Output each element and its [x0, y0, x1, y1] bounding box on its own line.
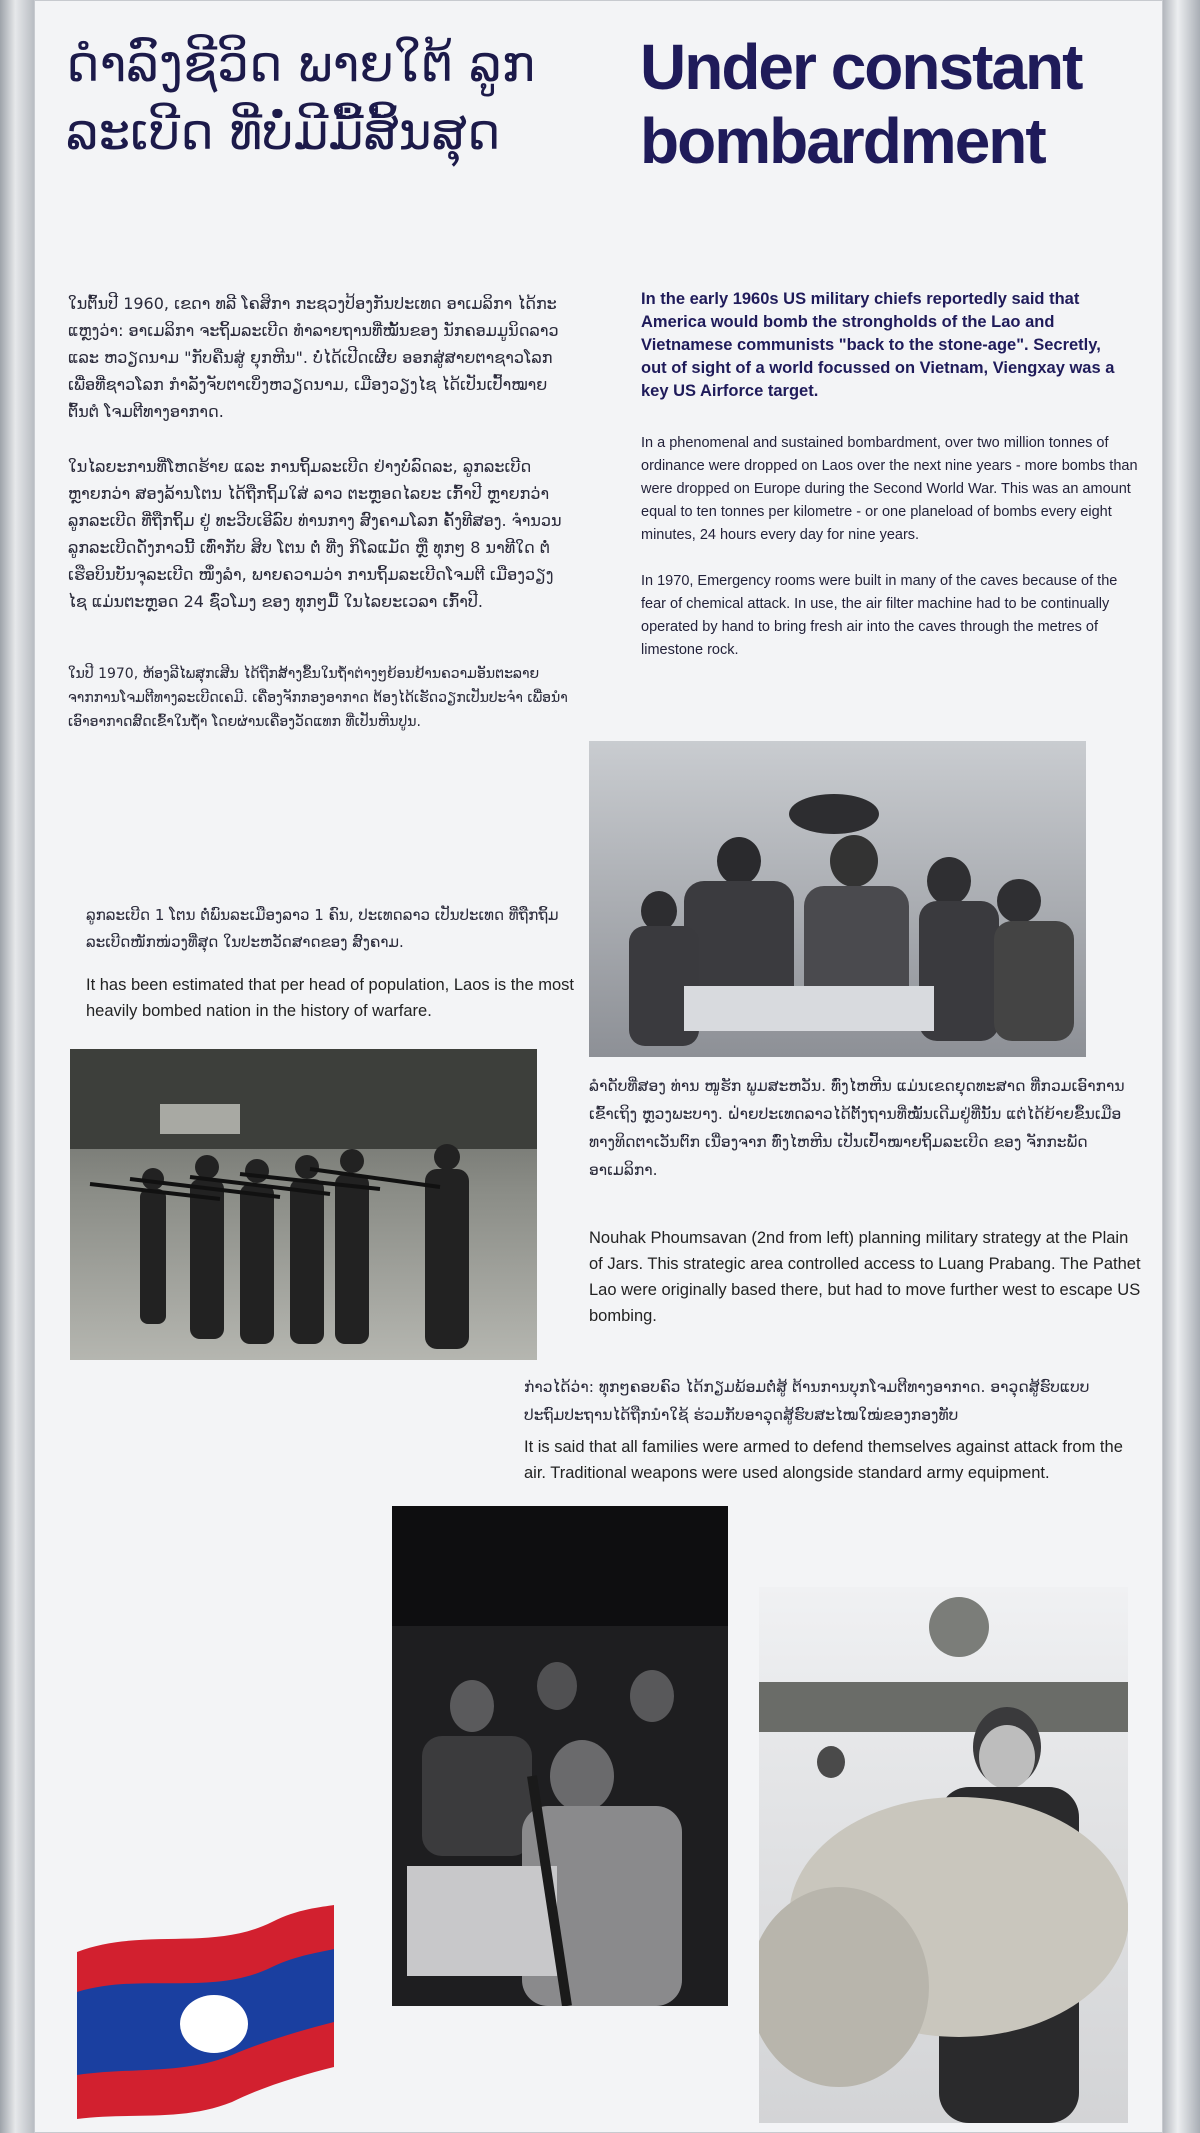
nouhak-caption-lao: ລຳດັບທີ່ສອງ ທ່ານ ໜູຮັກ ພູມສະຫວັນ. ທົ່ງໄຫຫີນ ແມ່ນເຂດຍຸດທະສາດ ທີ່ກວມເອົາການເຂົ້າເຖິງ ຫຼວງພະບາງ. ຝ່າຍປະເທດລາວໄດ້ຕັ້ງຖານທີ່ໝັ້ນເດີມຢູ່ທີ່ນັ້ນ ແຕ່ໄດ້ຍ້າຍຂຶ້ນເມືອ ທາງທິດຕາເວັນຕົກ ເນື່ອງຈາກ ທົ່ງໄຫຫີນ ເປັນເປົ້າໝາຍຖິ້ມລະເບີດ ຂອງ ຈັກກະພັດອາເມລິກາ.: [589, 1077, 1125, 1179]
lao-paragraph-3: ໃນປີ 1970, ຫ້ອງລີໄພສຸກເສີນ ໄດ້ຖືກສ້າງຂຶ້ນໃນຖ້ຳຕ່າງໆຍ້ອນຢ້ານຄວາມອັນຕະລາຍ ຈາກການໂຈມຕີທາງລະເບີດເຄມີ. ເຄື່ອງຈັກກອງອາກາດ ຕ້ອງໄດ້ເຮັດວຽກເປັນປະຈຳ ເພື່ອນຳເອົາອາກາດສົດເຂົ້າໃນຖ້ຳ ໂດຍຜ່ານເຄື່ອງວັດແທກ ທີ່ເປັນຫີນປູນ.: [68, 666, 568, 730]
lao-paragraph-2: ໃນໄລຍະການທີ່ໂຫດຮ້າຍ ແລະ ການຖິ້ມລະເບີດ ຢ່າງບໍ່ລົດລະ, ລູກລະເບີດ ຫຼາຍກວ່າ ສອງລ້ານໂຕນ ໄດ້ຖືກຖິ້ມໃສ່ ລາວ ຕະຫຼອດໄລຍະ ເກົ້າປີ ຫຼາຍກວ່າລູກລະເບີດ ທີ່ຖືກຖິ້ມ ຢູ່ ທະວີບເອີລົບ ທ່ານກາງ ສົງຄາມໂລກ ຄັ້ງທີສອງ. ຈຳນວນລູກລະເບີດດັ່ງກາວນີ້ ເທົ່າກັບ ສິບ ໂຕນ ຕໍ່ ທີ່ງ ກິໂລແມັດ ຫຼື ທຸກໆ 8 ນາທີໃດ ຕໍ່ ເຮືອບິນບັນຈຸລະເບີດ ໜຶ່ງລຳ, ພາຍຄວາມວ່າ ການຖິ້ມລະເບີດໂຈມຕີ ເມືອງວຽງໄຊ ແມ່ນຕະຫຼອດ 24 ຊົ່ວໂມງ ຂອງ ທຸກໆມື້ ໃນໄລຍະເວລາ ເກົ້າປີ.: [68, 457, 562, 611]
english-intro: In the early 1960s US military chiefs reportedly said that America would bomb the strongholds of the Lao and Vietnamese communists "back to the stone-age". Secretly, out of sight of a world focussed on Vietnam, Viengxay was a key US Airforce target.: [641, 290, 1115, 400]
english-paragraph-1: In a phenomenal and sustained bombardment, over two million tonnes of ordinance were dropped on Laos over the next nine years - more bombs than were dropped on Europe during the Second World War. This was an amount equal to ten tonnes per kilometre - or one planeload of bombs every eight minutes, 24 hours every day for nine years.: [641, 435, 1138, 543]
photo-woman-with-rice: [759, 1587, 1128, 2123]
english-title: Under constant bombardment: [640, 31, 1082, 177]
population-caption-lao: ລູກລະເບີດ 1 ໂຕນ ຕໍ່ພົນລະເມືອງລາວ 1 ຄົນ, ປະເທດລາວ ເປັນປະເທດ ທີ່ຖືກຖິ້ມລະເບີດໜັກໜ່ວງທີ່ສຸດ ໃນປະຫວັດສາດຂອງ ສົງຄາມ.: [86, 906, 559, 951]
photo-women-with-rifles: [70, 1049, 537, 1360]
nouhak-caption-english: Nouhak Phoumsavan (2nd from left) planning military strategy at the Plain of Jars. This strategic area controlled access to Luang Prabang. The Pathet Lao were originally based there, but had to move further west to escape US bombing.: [589, 1229, 1141, 1325]
english-paragraph-2: In 1970, Emergency rooms were built in many of the caves because of the fear of chemical attack. In use, the air filter machine had to be continually operated by hand to bring fresh air into the caves through the metres of limestone rock.: [641, 573, 1118, 658]
lao-paragraph-1: ໃນຕົ້ນປີ 1960, ເຂດາ ທລີ ໂຄສິກາ ກະຊວງປ້ອງກັນປະເທດ ອາເມລິກາ ໄດ້ກະແຫຼງວ່າ: ອາເມລິກາ ຈະຖິ້ມລະເບີດ ທຳລາຍຖານທີ່ໝັ້ນຂອງ ນັກຄອມມູນິດລາວ ແລະ ຫວຽດນາມ "ກັບຄືນສູ່ ຍຸກຫີນ". ບໍ່ໄດ້ເປີດເຜີຍ ອອກສູ່ສາຍຕາຊາວໂລກ ເພື່ອທີ່ຊາວໂລກ ກຳລັງຈັບຕາເບິ່ງຫວຽດນາມ, ເມືອງວຽງໄຊ ໄດ້ເປັນເປົ້າໝາຍຕົ້ນຕໍ ໂຈມຕີທາງອາກາດ.: [68, 294, 559, 421]
lao-title: ດຳລົງຊີວິດ ພາຍໃຕ້ ລູກລະເບີດ ທີ່ບໍ່ມີມື້ສິ້ນສຸດ: [66, 35, 536, 161]
display-frame-left: [0, 0, 34, 2133]
families-caption-lao: ກ່າວໄດ້ວ່າ: ທຸກໆຄອບຄົວ ໄດ້ກຽມພ້ອມຕໍ່ສູ້ ຕ້ານການບຸກໂຈມຕີທາງອາກາດ. ອາວຸດສູ້ຮົບແບບປະຖົມປະຖານໄດ້ຖືກນຳໃຊ້ ຮ່ວມກັບອາວຸດສູ້ຮົບສະໄໝໃໝ່ຂອງກອງທັບ: [524, 1378, 1090, 1424]
population-caption-english: It has been estimated that per head of population, Laos is the most heavily bombed nation in the history of warfare.: [86, 976, 574, 1020]
photo-students-with-rifles: [392, 1506, 728, 2006]
lao-flag-icon: [72, 1897, 342, 2123]
families-caption-english: It is said that all families were armed to defend themselves against attack from the air. Traditional weapons were used alongside standard army equipment.: [524, 1438, 1123, 1482]
display-frame-right: [1163, 0, 1200, 2133]
photo-military-planning: [589, 741, 1086, 1057]
